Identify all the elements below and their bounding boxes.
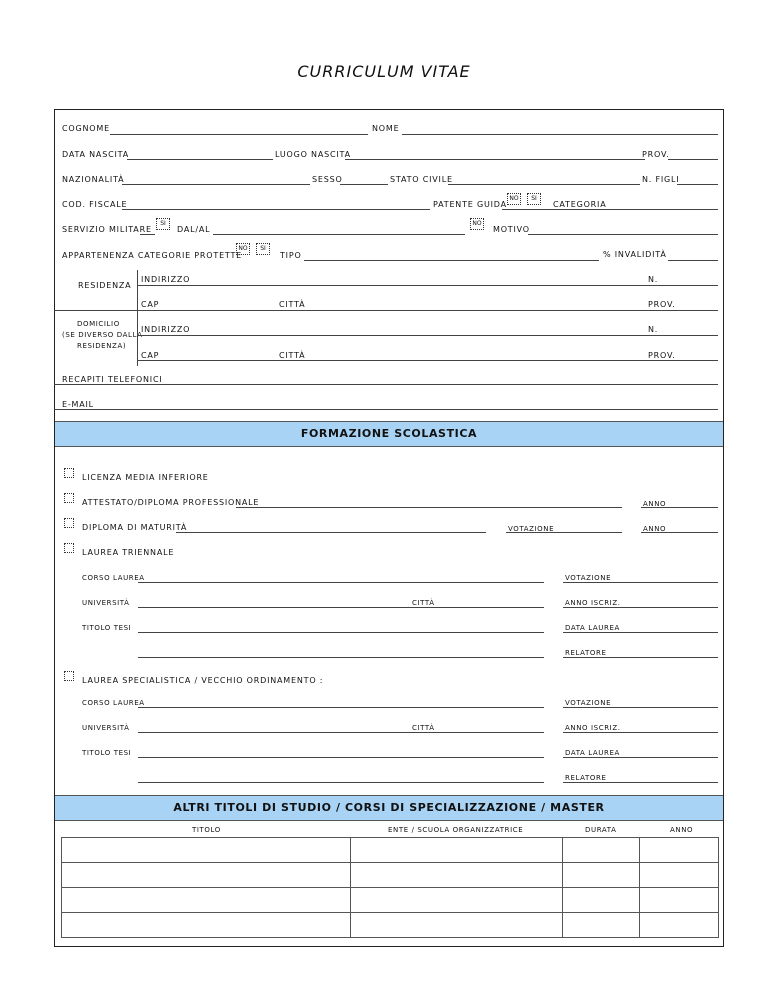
attestato-anno-label: ANNO <box>643 500 667 508</box>
ls-titolo-tesi-label: TITOLO TESI <box>82 749 132 757</box>
lt-citta-label: CITTÀ <box>412 599 435 607</box>
data-nascita-field[interactable] <box>127 159 273 160</box>
residenza-indirizzo-label: INDIRIZZO <box>141 275 191 284</box>
titolo-cell[interactable] <box>62 913 351 938</box>
table-row <box>62 863 719 888</box>
recapiti-field[interactable] <box>54 384 718 385</box>
lt-votazione-label: VOTAZIONE <box>565 574 612 582</box>
protette-si-checkbox[interactable]: SI <box>256 243 270 255</box>
dal-al-field[interactable] <box>213 234 465 235</box>
patente-guida-label: PATENTE GUIDA <box>433 200 507 209</box>
cognome-field[interactable] <box>110 134 368 135</box>
ente-cell[interactable] <box>350 838 563 863</box>
domicilio-indirizzo-label: INDIRIZZO <box>141 325 191 334</box>
ente-cell[interactable] <box>350 888 563 913</box>
prov-label: PROV. <box>642 150 670 159</box>
licenza-checkbox[interactable] <box>64 468 74 478</box>
anno-cell[interactable] <box>640 838 719 863</box>
residenza-label: RESIDENZA <box>78 281 132 290</box>
servizio-militare-label: SERVIZIO MILITARE <box>62 225 152 234</box>
anno-cell[interactable] <box>640 913 719 938</box>
ls-relatore-field[interactable] <box>563 782 718 783</box>
lt-titolo-tesi-label: TITOLO TESI <box>82 624 132 632</box>
durata-cell[interactable] <box>563 888 640 913</box>
ls-data-laurea-field[interactable] <box>563 757 718 758</box>
domicilio-label: DOMICILIO <box>77 320 120 328</box>
durata-cell[interactable] <box>563 838 640 863</box>
titolo-cell[interactable] <box>62 863 351 888</box>
domicilio-citta-label: CITTÀ <box>279 351 306 360</box>
domicilio-indirizzo-field[interactable] <box>137 335 718 336</box>
diploma-anno-label: ANNO <box>643 525 667 533</box>
militare-no-checkbox[interactable]: NO <box>470 218 484 230</box>
lt-titolo-tesi-field-2[interactable] <box>138 657 544 658</box>
domicilio-note: (SE DIVERSO DALLA <box>62 331 143 339</box>
col-titolo: TITOLO <box>192 826 221 834</box>
ls-anno-iscriz-field[interactable] <box>563 732 718 733</box>
residenza-citta-label: CITTÀ <box>279 300 306 309</box>
anno-cell[interactable] <box>640 863 719 888</box>
ls-data-laurea-label: DATA LAUREA <box>565 749 620 757</box>
lt-titolo-tesi-field[interactable] <box>138 632 544 633</box>
table-row <box>62 888 719 913</box>
durata-cell[interactable] <box>563 913 640 938</box>
domicilio-cap-label: CAP <box>141 351 160 360</box>
invalidita-field[interactable] <box>668 260 718 261</box>
col-ente: ENTE / SCUOLA ORGANIZZATRICE <box>388 826 524 834</box>
motivo-label: MOTIVO <box>493 225 530 234</box>
invalidita-label: % INVALIDITÀ <box>603 250 667 259</box>
residenza-prov-label: PROV. <box>648 300 676 309</box>
cod-fiscale-field[interactable] <box>122 209 430 210</box>
col-durata: DURATA <box>585 826 617 834</box>
ls-corso-label: CORSO LAUREA <box>82 699 145 707</box>
motivo-field[interactable] <box>528 234 718 235</box>
residenza-n-label: N. <box>648 275 659 284</box>
ente-cell[interactable] <box>350 913 563 938</box>
titolo-cell[interactable] <box>62 838 351 863</box>
ls-titolo-tesi-field-2[interactable] <box>138 782 544 783</box>
data-nascita-label: DATA NASCITA <box>62 150 129 159</box>
domicilio-n-label: N. <box>648 325 659 334</box>
lt-anno-iscriz-field[interactable] <box>563 607 718 608</box>
n-figli-label: N. FIGLI <box>642 175 680 184</box>
email-field[interactable] <box>54 409 718 410</box>
ls-votazione-field[interactable] <box>563 707 718 708</box>
ls-relatore-label: RELATORE <box>565 774 607 782</box>
licenza-label: LICENZA MEDIA INFERIORE <box>82 473 209 482</box>
laurea-triennale-checkbox[interactable] <box>64 543 74 553</box>
sesso-field[interactable] <box>340 184 388 185</box>
dal-al-label: DAL/AL <box>177 225 211 234</box>
militare-si-checkbox[interactable]: SI <box>156 218 170 230</box>
table-row <box>62 838 719 863</box>
lt-votazione-field[interactable] <box>563 582 718 583</box>
tipo-label: TIPO <box>280 251 302 260</box>
luogo-nascita-label: LUOGO NASCITA <box>275 150 351 159</box>
altri-titoli-table <box>61 837 719 938</box>
titolo-cell[interactable] <box>62 888 351 913</box>
laurea-spec-checkbox[interactable] <box>64 671 74 681</box>
residenza-indirizzo-field[interactable] <box>137 285 718 286</box>
prov-field[interactable] <box>668 159 718 160</box>
lt-universita-field[interactable] <box>138 607 544 608</box>
lt-universita-label: UNIVERSITÀ <box>82 599 130 607</box>
appartenenza-label: APPARTENENZA CATEGORIE PROTETTE <box>62 251 243 260</box>
luogo-nascita-field[interactable] <box>345 159 645 160</box>
lt-corso-field[interactable] <box>138 582 544 583</box>
attestato-checkbox[interactable] <box>64 493 74 503</box>
categoria-field[interactable] <box>502 209 718 210</box>
nazionalita-field[interactable] <box>122 184 310 185</box>
lt-data-laurea-field[interactable] <box>563 632 718 633</box>
stato-civile-field[interactable] <box>448 184 640 185</box>
ls-universita-field[interactable] <box>138 732 544 733</box>
residenza-cap-field[interactable] <box>54 310 718 311</box>
cod-fiscale-label: COD. FISCALE <box>62 200 128 209</box>
residenza-cap-label: CAP <box>141 300 160 309</box>
ente-cell[interactable] <box>350 863 563 888</box>
nome-label: NOME <box>372 124 400 133</box>
lt-anno-iscriz-label: ANNO ISCRIZ. <box>565 599 621 607</box>
diploma-votazione-label: VOTAZIONE <box>508 525 555 533</box>
diploma-votazione-field[interactable] <box>506 532 622 533</box>
tipo-field[interactable] <box>304 260 599 261</box>
patente-si-checkbox[interactable]: SI <box>527 193 541 205</box>
n-figli-field[interactable] <box>677 184 718 185</box>
ls-citta-label: CITTÀ <box>412 724 435 732</box>
email-label: E-MAIL <box>62 400 94 409</box>
diploma-checkbox[interactable] <box>64 518 74 528</box>
ls-corso-field[interactable] <box>138 707 544 708</box>
lt-relatore-field[interactable] <box>563 657 718 658</box>
diploma-field[interactable] <box>176 532 486 533</box>
anno-cell[interactable] <box>640 888 719 913</box>
lt-corso-label: CORSO LAUREA <box>82 574 145 582</box>
formazione-header: FORMAZIONE SCOLASTICA <box>55 421 723 447</box>
table-row <box>62 913 719 938</box>
categoria-label: CATEGORIA <box>553 200 607 209</box>
nazionalita-label: NAZIONALITÀ <box>62 175 125 184</box>
ls-universita-label: UNIVERSITÀ <box>82 724 130 732</box>
ls-anno-iscriz-label: ANNO ISCRIZ. <box>565 724 621 732</box>
domicilio-cap-field[interactable] <box>137 360 718 361</box>
laurea-spec-label: LAUREA SPECIALISTICA / VECCHIO ORDINAMENTO : <box>82 676 324 685</box>
attestato-label: ATTESTATO/DIPLOMA PROFESSIONALE <box>82 498 260 507</box>
diploma-label: DIPLOMA DI MATURITÀ <box>82 523 188 532</box>
patente-no-checkbox[interactable]: NO <box>507 193 521 205</box>
altri-titoli-header: ALTRI TITOLI DI STUDIO / CORSI DI SPECIALIZZAZIONE / MASTER <box>55 795 723 821</box>
sesso-label: SESSO <box>312 175 343 184</box>
laurea-triennale-label: LAUREA TRIENNALE <box>82 548 175 557</box>
domicilio-prov-label: PROV. <box>648 351 676 360</box>
attestato-field[interactable] <box>236 507 622 508</box>
servizio-militare-line <box>140 234 155 235</box>
durata-cell[interactable] <box>563 863 640 888</box>
ls-votazione-label: VOTAZIONE <box>565 699 612 707</box>
domicilio-note-2: RESIDENZA) <box>77 342 127 350</box>
attestato-anno-field[interactable] <box>641 507 718 508</box>
stato-civile-label: STATO CIVILE <box>390 175 453 184</box>
protette-no-checkbox[interactable]: NO <box>236 243 250 255</box>
lt-data-laurea-label: DATA LAUREA <box>565 624 620 632</box>
diploma-anno-field[interactable] <box>641 532 718 533</box>
lt-relatore-label: RELATORE <box>565 649 607 657</box>
page-title: CURRICULUM VITAE <box>297 62 471 81</box>
col-anno: ANNO <box>670 826 694 834</box>
ls-titolo-tesi-field[interactable] <box>138 757 544 758</box>
cognome-label: COGNOME <box>62 124 110 133</box>
recapiti-label: RECAPITI TELEFONICI <box>62 375 163 384</box>
nome-field[interactable] <box>402 134 718 135</box>
